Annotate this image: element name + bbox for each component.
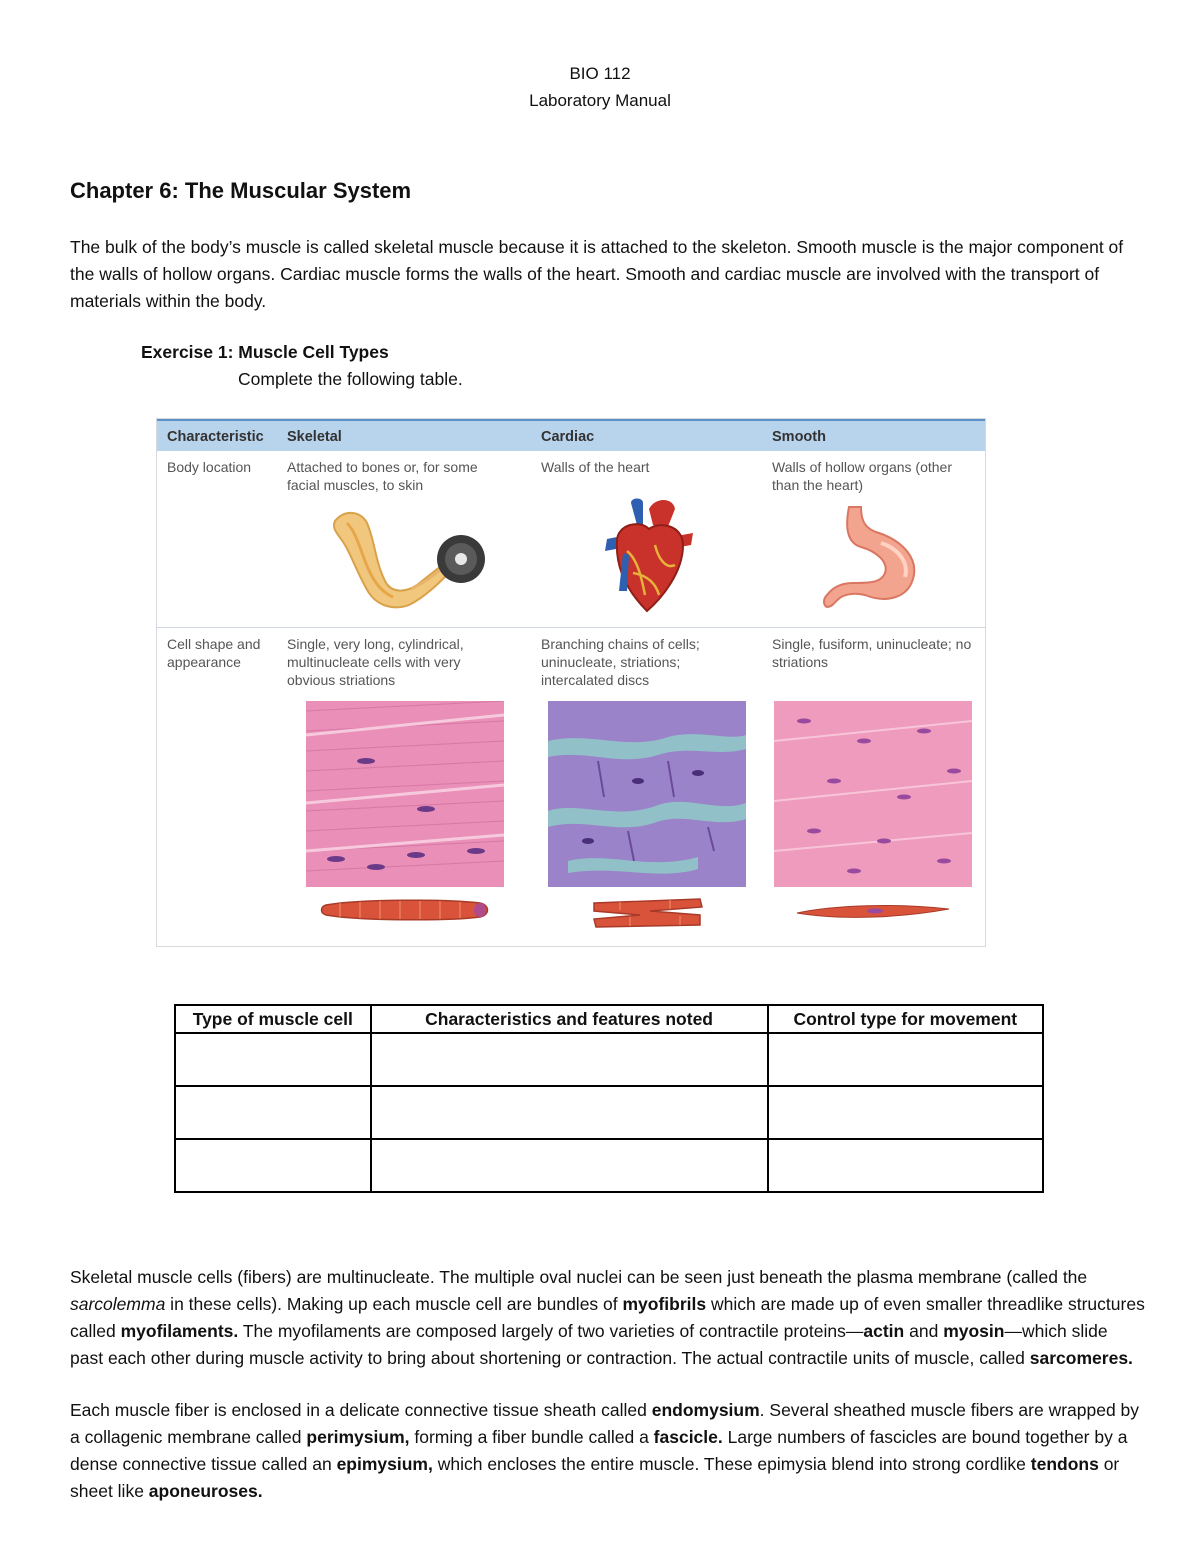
term-sarcolemma: sarcolemma [70,1294,166,1314]
table-cell[interactable] [175,1086,371,1139]
term-endomysium: endomysium [651,1400,760,1420]
term-perimysium: perimysium, [306,1427,410,1447]
course-code: BIO 112 [569,64,631,83]
skeletal-structure-paragraph: Skeletal muscle cells (fibers) are multinucleate. The multiple oval nuclei can be seen just beneath the plasma membrane (called the sarcolemma in these cells). Making up each muscle cell are bundles of myofibrils which are made up of even smaller threadlike structures called myofilaments. The myofilaments are composed largely of two varieties of contractile proteins—actin and myosin—which slide past each other during muscle activity to bring about shortening or contraction. The actual contractile units of muscle, called sarcomeres. [70,1267,1145,1368]
cardiac-micrograph [548,701,746,887]
connective-tissue-paragraph: Each muscle fiber is enclosed in a delicate connective tissue sheath called endomysium. Several sheathed muscle fibers are wrapped by a collagenic membrane called perimysium, forming a fiber bundle called a fascicle. Large numbers of fascicles are bound together by a dense connective tissue called an epimysium, which encloses the entire muscle. These epimysia blend into strong cordlike tendons or sheet like aponeuroses. [70,1400,1140,1501]
header-skeletal: Skeletal [287,429,342,445]
table-row [175,1033,1043,1086]
term-myofibrils: myofibrils [622,1294,707,1314]
term-sarcomeres: sarcomeres. [1029,1348,1133,1368]
table-cell[interactable] [768,1086,1043,1139]
heart-illustration [597,495,697,615]
figure-row-divider [157,627,985,628]
skeletal-cell-drawing [320,895,490,925]
term-actin: actin [863,1321,905,1341]
table-cell[interactable] [768,1033,1043,1086]
arm-dumbbell-illustration [327,501,487,613]
term-epimysium: epimysium, [336,1454,433,1474]
cell-shape-label: Cell shape and appearance [167,636,261,670]
intro-paragraph: The bulk of the body’s muscle is called skeletal muscle because it is attached to the skeleton. Smooth muscle is the major component of the walls of hollow organs. Cardiac muscle forms the walls of the heart. Smooth and cardiac muscle are involved with the transport of materials within the body. [70,237,1124,311]
answer-table-header [175,1005,1043,1033]
term-fascicle: fascicle. [653,1427,723,1447]
smooth-micrograph [774,701,972,887]
chapter-title: Chapter 6: The Muscular System [70,178,412,203]
cardiac-location: Walls of the heart [541,459,650,475]
answer-table [174,1004,1044,1193]
header-characteristic: Characteristic [167,429,264,445]
skeletal-micrograph [306,701,504,887]
figure-header-row [157,419,985,451]
table-row [175,1086,1043,1139]
manual-title: Laboratory Manual [529,91,671,110]
exercise-instruction: Complete the following table. [238,369,463,389]
body-location-label: Body location [167,459,252,475]
table-cell[interactable] [175,1033,371,1086]
term-myosin: myosin [943,1321,1005,1341]
table-cell[interactable] [371,1033,768,1086]
table-cell[interactable] [371,1139,768,1192]
col-control-type: Control type for movement [768,1005,1043,1033]
smooth-cell-shape: Single, fusiform, uninucleate; no striations [772,636,972,670]
smooth-cell-drawing [795,899,951,923]
term-tendons: tendons [1030,1454,1099,1474]
muscle-types-figure [156,418,986,947]
term-aponeuroses: aponeuroses. [148,1481,263,1501]
stomach-illustration [819,503,929,613]
table-cell[interactable] [175,1139,371,1192]
col-characteristics: Characteristics and features noted [371,1005,768,1033]
col-type-of-muscle-cell: Type of muscle cell [175,1005,371,1033]
table-cell[interactable] [768,1139,1043,1192]
skeletal-location: Attached to bones or, for some facial muscles, to skin [287,459,478,493]
term-myofilaments: myofilaments. [120,1321,239,1341]
table-row [175,1139,1043,1192]
cardiac-cell-drawing [590,895,706,931]
exercise-title: Exercise 1: Muscle Cell Types [141,342,389,362]
skeletal-cell-shape: Single, very long, cylindrical, multinucleate cells with very obvious striations [287,636,464,688]
header-cardiac: Cardiac [541,429,595,445]
table-cell[interactable] [371,1086,768,1139]
header-smooth: Smooth [772,429,826,445]
smooth-location: Walls of hollow organs (other than the heart) [772,459,953,493]
cardiac-cell-shape: Branching chains of cells; uninucleate, striations; intercalated discs [541,636,700,688]
